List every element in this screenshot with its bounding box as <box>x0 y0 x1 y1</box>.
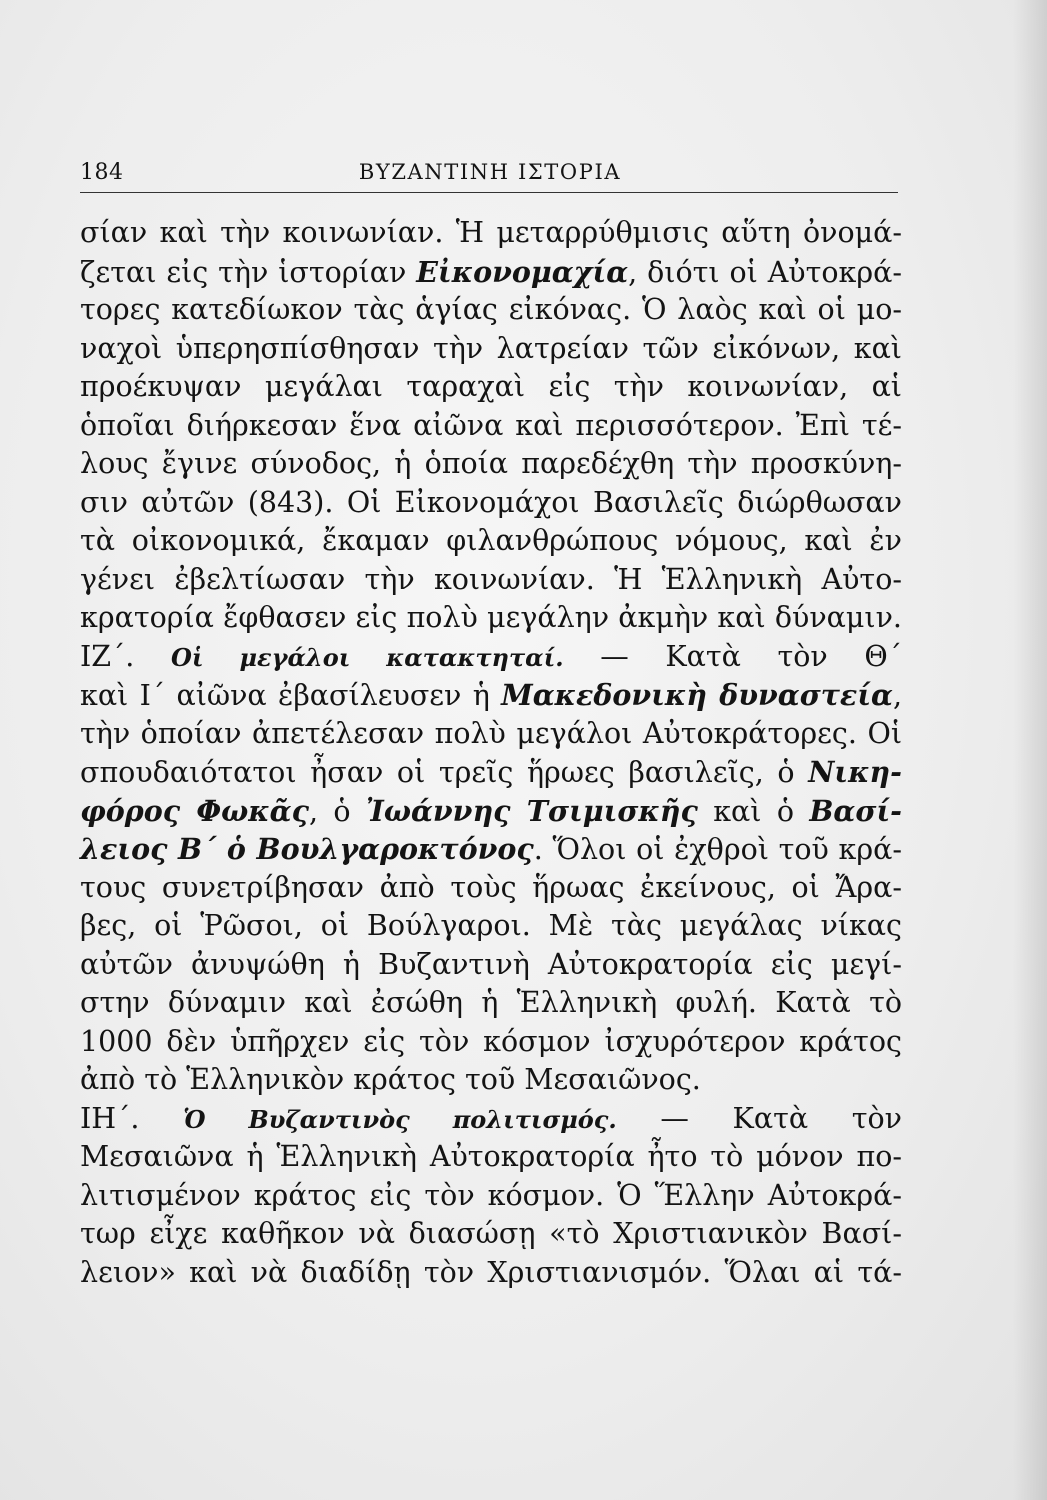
text-run: ΙΗ΄. <box>80 1101 184 1135</box>
text-run: στην δύναμιν καὶ ἐσώθη ἡ Ἑλληνικὴ φυλή. Κατὰ τὸ <box>80 986 902 1019</box>
text-run: ἀπὸ τὸ Ἑλληνικὸν κράτος τοῦ Μεσαιῶνος. <box>80 1063 701 1096</box>
text-line <box>80 1023 902 1062</box>
text-line <box>80 330 902 369</box>
text-run: Μεσαιῶνα ἡ Ἑλληνικὴ Αὐτοκρατορία ἦτο τὸ μόνον πο- <box>80 1140 902 1173</box>
text-line <box>80 214 902 253</box>
text-run: , <box>892 679 903 712</box>
text-line <box>80 484 902 523</box>
text-line <box>80 984 902 1023</box>
text-run: σιν αὐτῶν (843). Οἱ Εἰκονομάχοι Βασιλεῖς διώρθωσαν <box>80 485 902 519</box>
text-line <box>80 792 902 831</box>
text-run: λιτισμένον κράτος εἰς τὸν κόσμον. Ὁ Ἕλλην Αὐτοκρά- <box>80 1178 902 1212</box>
text-line <box>80 946 902 985</box>
text-line <box>80 1177 902 1216</box>
text-run: λους ἔγινε σύνοδος, ἡ ὁποία παρεδέχθη τὴν προσκύνη- <box>80 447 902 480</box>
text-run: ζεται εἰς τὴν ἱστορίαν <box>80 255 417 289</box>
page-edge-shadow <box>1013 0 1047 1500</box>
emphasized-term: Εἰκονομαχία <box>416 254 629 289</box>
text-line <box>80 907 902 946</box>
text-run: τορες κατεδίωκον τὰς ἁγίας εἰκόνας. Ὁ λαὸς καὶ οἱ μο- <box>80 293 902 326</box>
page-header <box>80 152 900 196</box>
text-line <box>80 1138 902 1177</box>
text-line <box>80 1061 902 1100</box>
text-line <box>80 715 902 754</box>
body-text <box>80 214 902 1292</box>
text-run: τους συνετρίβησαν ἀπὸ τοὺς ἥρωας ἐκείνους, οἱ Ἄρα- <box>80 870 902 904</box>
text-line <box>80 445 902 484</box>
emphasized-term: Ἰωάννης Τσιμισκῆς <box>365 793 698 828</box>
text-line <box>80 291 902 330</box>
text-run: γένει ἐβελτίωσαν τὴν κοινωνίαν. Ἡ Ἑλληνικὴ Αὐτο- <box>80 562 902 596</box>
text-line <box>80 1254 902 1293</box>
text-run: — Κατὰ τὸν Θ΄ <box>563 639 903 673</box>
section-heading: Ὁ Βυζαντινὸς πολιτισμός. <box>183 1104 617 1134</box>
text-run: σίαν καὶ τὴν κοινωνίαν. Ἡ μεταρρύθμισις αὕτη ὀνομά- <box>80 216 902 249</box>
text-line <box>80 676 902 715</box>
text-run: τὰ οἰκονομικά, ἔκαμαν φιλανθρώπους νόμους, καὶ ἐν <box>80 524 902 557</box>
section-heading: Οἱ μεγάλοι κατακτηταί. <box>171 642 564 672</box>
emphasized-term: Νικη- <box>808 755 902 789</box>
running-title: ΒΥΖΑΝΤΙΝΗ ΙΣΤΟΡΙΑ <box>358 160 622 184</box>
text-run: καὶ Ι΄ αἰῶνα ἐβασίλευσεν ἡ <box>80 679 502 712</box>
text-line <box>80 407 902 446</box>
text-run: ΙΖ΄. <box>80 639 172 673</box>
text-run: προέκυψαν μεγάλαι ταραχαὶ εἰς τὴν κοινωνίαν, αἱ <box>80 370 902 403</box>
text-run: λειον» καὶ νὰ διαδίδῃ τὸν Χριστιανισμόν. Ὅλαι αἱ τά- <box>80 1255 902 1289</box>
text-run: τὴν ὁποίαν ἀπετέλεσαν πολὺ μεγάλοι Αὐτοκράτορες. Οἱ <box>80 716 902 750</box>
text-run: . Ὅλοι οἱ ἐχθροὶ τοῦ κρά- <box>533 833 903 866</box>
text-run: σπουδαιότατοι ἦσαν οἱ τρεῖς ἥρωες βασιλεῖς, ὁ <box>80 756 809 789</box>
text-run: 1000 δὲν ὑπῆρχεν εἰς τὸν κόσμον ἰσχυρότερον κράτος <box>80 1024 902 1058</box>
text-run: τωρ εἶχε καθῆκον νὰ διασώσῃ «τὸ Χριστιανικὸν Βασί- <box>80 1217 902 1250</box>
text-run: βες, οἱ Ῥῶσοι, οἱ Βούλγαροι. Μὲ τὰς μεγάλας νίκας <box>80 909 902 942</box>
text-line <box>80 599 902 638</box>
text-run: ναχοὶ ὑπερησπίσθησαν τὴν λατρείαν τῶν εἰκόνων, καὶ <box>80 331 902 365</box>
emphasized-term: Βασί- <box>809 793 902 828</box>
text-line <box>80 869 902 908</box>
text-line <box>80 1100 902 1139</box>
page-number: 184 <box>80 160 124 185</box>
header-rule <box>80 192 898 193</box>
text-line <box>80 830 902 869</box>
text-line <box>80 522 902 561</box>
emphasized-term: φόρος Φωκᾶς <box>80 793 309 828</box>
text-line <box>80 253 902 292</box>
text-run: — Κατὰ τὸν <box>616 1101 902 1135</box>
text-run: κρατορία ἔφθασεν εἰς πολὺ μεγάλην ἀκμὴν καὶ δύναμιν. <box>80 601 902 634</box>
text-line <box>80 638 902 677</box>
text-run: ὁποῖαι διήρκεσαν ἕνα αἰῶνα καὶ περισσότερον. Ἐπὶ τέ- <box>80 408 902 442</box>
text-run: , ὁ <box>308 794 366 828</box>
text-run: καὶ ὁ <box>697 794 810 828</box>
emphasized-term: λειος Β΄ ὁ Βουλγαροκτόνος <box>80 832 534 866</box>
text-run: αὐτῶν ἀνυψώθη ἡ Βυζαντινὴ Αὐτοκρατορία εἰς μεγί- <box>80 947 902 981</box>
emphasized-term: Μακεδονικὴ δυναστεία <box>501 678 893 712</box>
text-line <box>80 368 902 407</box>
text-line <box>80 753 902 792</box>
text-line <box>80 1215 902 1254</box>
text-line <box>80 561 902 600</box>
text-run: , διότι οἱ Αὐτοκρά- <box>628 255 902 289</box>
